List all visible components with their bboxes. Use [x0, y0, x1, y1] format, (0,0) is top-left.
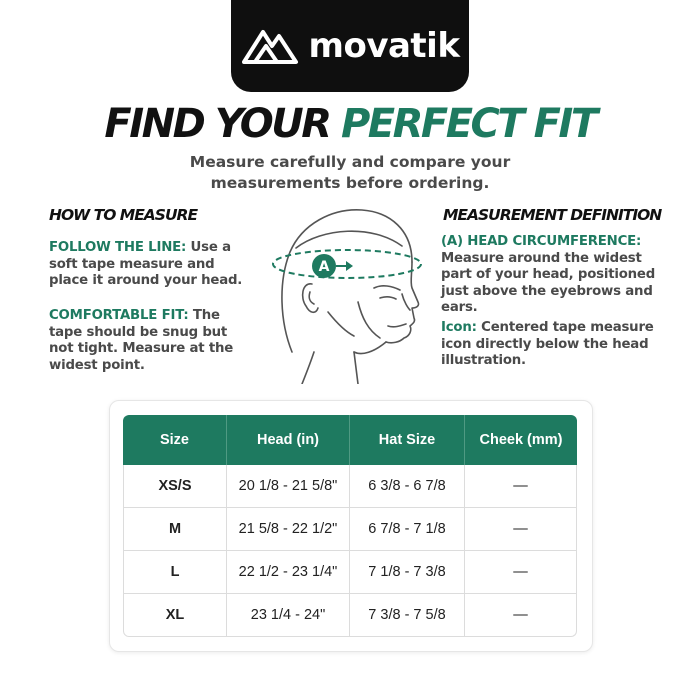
- comfortable-fit-text: [49, 308, 244, 374]
- cell-cheek: —: [465, 465, 577, 508]
- head-circumference-text: [441, 234, 669, 317]
- cell-cheek: —: [465, 508, 577, 551]
- comfortable-fit-body: The tape should be snug but not tight. Measure at the widest point.: [49, 308, 234, 373]
- mountain-peaks-icon: [241, 26, 299, 66]
- measurement-definition-heading: MEASUREMENT DEFINITION: [443, 206, 662, 224]
- cell-hat-size: 7 1/8 - 7 3/8: [350, 551, 465, 594]
- header-cheek: Cheek (mm): [465, 415, 577, 465]
- head-circumference-lead: (A) HEAD CIRCUMFERENCE:: [441, 234, 642, 249]
- title-part-1: FIND YOUR: [104, 101, 341, 147]
- cell-head: 21 5/8 - 22 1/2": [227, 508, 350, 551]
- how-to-measure-heading: HOW TO MEASURE: [49, 206, 198, 224]
- table-row: [123, 594, 577, 637]
- follow-the-line-text: [49, 240, 254, 290]
- cell-size: M: [123, 508, 227, 551]
- cell-head: 20 1/8 - 21 5/8": [227, 465, 350, 508]
- cell-hat-size: 6 7/8 - 7 1/8: [350, 508, 465, 551]
- brand-name: movatik: [308, 26, 460, 66]
- head-circumference-body: Measure around the widest part of your head, positioned just above the eyebrows and ears.: [441, 250, 656, 315]
- cell-head: 22 1/2 - 23 1/4": [227, 551, 350, 594]
- cell-cheek: —: [465, 551, 577, 594]
- table-row: [123, 508, 577, 551]
- subtitle-line-1: Measure carefully and compare your: [189, 153, 511, 171]
- table-row: [123, 465, 577, 508]
- header-head: Head (in): [227, 415, 350, 465]
- title-part-2: PERFECT FIT: [340, 101, 596, 147]
- cell-hat-size: 6 3/8 - 6 7/8: [350, 465, 465, 508]
- page-title: [0, 101, 700, 147]
- header-size: Size: [123, 415, 227, 465]
- marker-a-label: A: [318, 259, 330, 275]
- icon-note-body: Centered tape measure icon directly below the head illustration.: [441, 320, 654, 368]
- icon-note-lead: Icon:: [441, 320, 477, 335]
- header-hat-size: Hat Size: [350, 415, 465, 465]
- follow-the-line-lead: FOLLOW THE LINE:: [49, 240, 187, 255]
- brand-header: [231, 0, 469, 92]
- comfortable-fit-lead: COMFORTABLE FIT:: [49, 308, 189, 323]
- cell-head: 23 1/4 - 24": [227, 594, 350, 637]
- table-row: [123, 551, 577, 594]
- subtitle: [150, 152, 550, 194]
- table-header-row: [123, 415, 577, 465]
- icon-note-text: [441, 320, 669, 370]
- cell-size: XS/S: [123, 465, 227, 508]
- cell-cheek: —: [465, 594, 577, 637]
- cell-hat-size: 7 3/8 - 7 5/8: [350, 594, 465, 637]
- size-chart-table: [123, 415, 577, 637]
- head-profile-icon: [262, 202, 432, 384]
- cell-size: L: [123, 551, 227, 594]
- subtitle-line-2: measurements before ordering.: [210, 174, 490, 192]
- follow-the-line-body: Use a soft tape measure and place it around your head.: [49, 240, 243, 288]
- cell-size: XL: [123, 594, 227, 637]
